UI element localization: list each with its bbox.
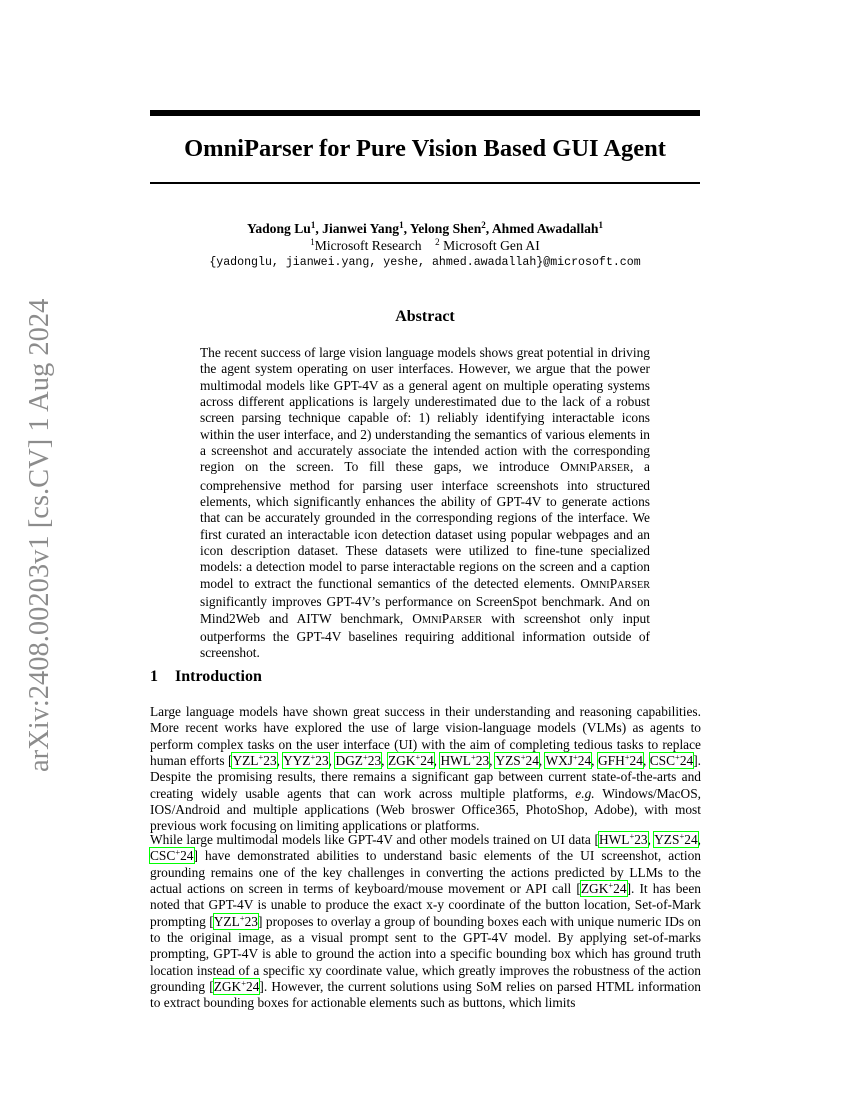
citation-link[interactable]: ZGK+24 <box>387 752 434 769</box>
abstract-text: The recent success of large vision language models shows great potential in driving the agent system operating on user interfaces. However, we argue that the power multimodal models like GPT-4V as a general agent on multiple operating systems across different applications is largely underestimated due to the lack of a robust screen parsing technique capable of: 1) reliably identifying interactable icons within the user interface, and 2) understanding the semantics of various elements in a screenshot and accurately associate the intended action with the corresponding region on the screen. To fill these gaps, we introduce <box>200 345 650 475</box>
author-emails: {yadonglu, jianwei.yang, yeshe, ahmed.awadallah}@microsoft.com <box>209 256 641 269</box>
citation-link[interactable]: ZGK+24 <box>213 978 260 995</box>
citation-link[interactable]: CSC+24 <box>649 752 694 769</box>
author-name: Ahmed Awadallah <box>491 221 599 236</box>
author-affil-mark: 1 <box>310 220 316 230</box>
arxiv-identifier: arXiv:2408.00203v1 [cs.CV] 1 Aug 2024 <box>24 298 55 772</box>
affil-number: 1 <box>310 237 315 247</box>
citation-link[interactable]: HWL+23 <box>440 752 490 769</box>
affiliations <box>150 238 700 254</box>
citation-link[interactable]: WXJ+24 <box>545 752 592 769</box>
section-title: Introduction <box>175 668 262 685</box>
affil-name: Microsoft Research <box>314 238 422 253</box>
author-name: Yelong Shen <box>409 221 482 236</box>
citation-link[interactable]: HWL+23 <box>598 831 648 847</box>
omniparser-name: OMNIPARSER <box>580 575 650 591</box>
title-bottom-rule <box>150 182 700 184</box>
affil-name: Microsoft Gen AI <box>443 238 540 253</box>
citation-link[interactable]: CSC+24 <box>150 847 194 864</box>
affil-number: 2 <box>435 237 440 247</box>
author-name: Yadong Lu <box>247 221 311 236</box>
author-name: Jianwei Yang <box>322 221 400 236</box>
title-top-rule <box>150 110 700 116</box>
citation-link[interactable]: DGZ+23 <box>335 752 382 769</box>
intro-paragraph-2: While large multimodal models like GPT-4V and other models trained on UI data [HWL+23, YZS+24, CSC+24] have demonstrated abilities to understand basic elements of the UI screenshot, action grounding remains one of the key challenges in converting the actions predicted by LLMs to the actual actions on screen in terms of keyboard/mouse movement or API call [ZGK+24]. It has been noted that GPT-4V is unable to produce the exact x-y coordinate of the button location, Set-of-Mark prompting [YZL+23] proposes to overlay a group of bounding boxes each with unique numeric IDs on to the original image, as a visual prompt sent to the GPT-4V model. By applying set-of-marks prompting, GPT-4V is able to ground the action into a specific bounding box which has ground truth location instead of a specific xy coordinate value, which greatly improves the robustness of the action grounding [ZGK+24]. However, the current solutions using SoM relies on parsed HTML information to extract bounding boxes for actionable elements such as buttons, which limits <box>150 831 701 1011</box>
abstract-heading: Abstract <box>395 308 455 325</box>
citation-link[interactable]: YZL+23 <box>232 752 277 769</box>
section-heading-introduction <box>150 667 262 687</box>
citation-link[interactable]: YZS+24 <box>654 831 698 847</box>
citation-link[interactable]: YZL+23 <box>213 912 258 929</box>
section-number: 1 <box>150 668 158 685</box>
citation-link[interactable]: ZGK+24 <box>580 880 627 897</box>
intro-paragraph-1: Large language models have shown great success in their understanding and reasoning capabilities. More recent works have explored the use of large vision-language models (VLMs) as agents to perform complex tasks on the user interface (UI) with the aim of completing tedious tasks to replace human efforts [YZL+23, YYZ+23, DGZ+23, ZGK+24, HWL+23, YZS+24, WXJ+24, GFH+24, CSC+24]. Despite the promising results, there remains a significant gap between current state-of-the-arts and creating widely usable agents that can work across multiple platforms, e.g. Windows/MacOS, IOS/Android and multiple applications (Web broswer Office365, PhotoShop, Adobe), with most previous work focusing on limiting applications or platforms. <box>150 704 702 834</box>
omniparser-name: OMNIPARSER <box>412 610 483 626</box>
abstract-text: , a comprehensive method for parsing user interface screenshots into structured elements, which significantly enhances the ability of GPT-4V to generate actions that can be accurately grounded in the corresponding regions of the interface. We first curated an interactable icon detection dataset using popular webpages and an icon description dataset. These datasets were utilized to fine-tune specialized models: a detection model to parse interactable regions on the screen and a caption model to extract the functional semantics of the detected elements. <box>200 459 651 591</box>
author-list: Yadong Lu$^1$, Jianwei Yang$^1$, Yelong Shen$^2$, Ahmed Awadallah$^1$ <box>247 220 603 236</box>
author-affil-mark: 1 <box>399 220 404 230</box>
citation-link[interactable]: YZS+24 <box>495 752 539 769</box>
abstract-text: with screenshot only input outperforms the GPT-4V baselines requiring additional information outside of screenshot. <box>200 610 650 661</box>
paper-title: OmniParser for Pure Vision Based GUI Agent <box>184 135 666 162</box>
abstract-body <box>200 345 650 662</box>
author-affil-mark: 1 <box>598 220 603 230</box>
citation-link[interactable]: YYZ+23 <box>282 752 329 769</box>
author-affil-mark: 2 <box>481 220 486 230</box>
citation-link[interactable]: GFH+24 <box>597 752 643 769</box>
abstract-text: significantly improves GPT-4V’s performance on ScreenSpot benchmark. And on Mind2Web and AITW benchmark, <box>200 594 650 626</box>
omniparser-name: OMNIPARSER <box>560 459 630 475</box>
